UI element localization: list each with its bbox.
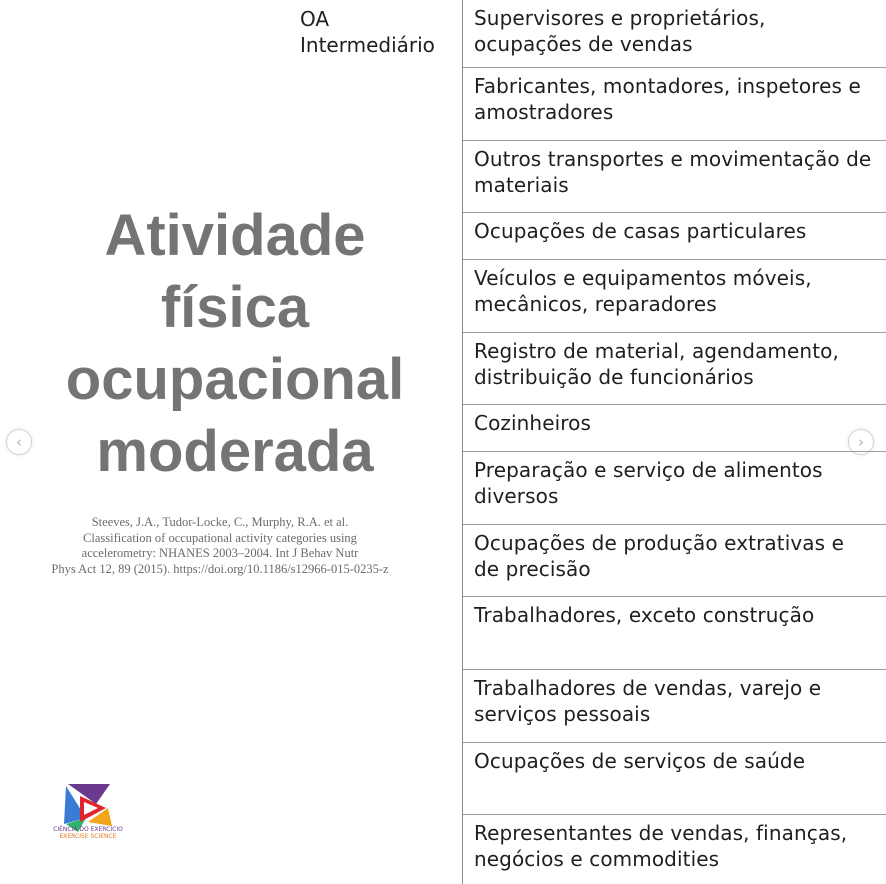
row-label-line: amostradores — [474, 100, 614, 124]
table-row — [463, 333, 886, 405]
row-label-line: de precisão — [474, 557, 591, 581]
title-line: moderada — [96, 419, 374, 484]
citation — [20, 515, 420, 577]
oa-label-line: OA — [300, 7, 330, 31]
row-label-line: negócios e commodities — [474, 847, 720, 871]
citation-line: Classification of occupational activity categories using — [83, 530, 357, 545]
oa-category-label — [300, 6, 435, 58]
row-label-line: Ocupações de casas particulares — [474, 219, 807, 243]
row-label-line: ocupações de vendas — [474, 32, 693, 56]
table-row — [463, 0, 886, 68]
title-line: ocupacional — [65, 347, 405, 412]
row-label-line: serviços pessoais — [474, 702, 651, 726]
row-label-line: diversos — [474, 484, 559, 508]
row-label-line: Trabalhadores de vendas, varejo e — [474, 676, 822, 700]
row-label-line: mecânicos, reparadores — [474, 292, 717, 316]
row-label-line: Trabalhadores, exceto construção — [474, 603, 815, 627]
previous-slide-button[interactable] — [6, 429, 32, 455]
table-row — [463, 141, 886, 213]
chevron-left-icon: ‹ — [16, 432, 22, 451]
oa-label-line: Intermediário — [300, 33, 435, 57]
row-label-line: distribuição de funcionários — [474, 365, 754, 389]
row-label-line: Ocupações de produção extrativas e — [474, 531, 845, 555]
logo-text-line: EXERCISE SCIENCE — [59, 833, 117, 840]
row-label-line: Fabricantes, montadores, inspetores e — [474, 74, 861, 98]
row-label-line: Outros transportes e movimentação de — [474, 147, 872, 171]
citation-line: accelerometry: NHANES 2003–2004. Int J Behav Nutr — [81, 546, 359, 560]
table-row — [463, 815, 886, 884]
table-row — [463, 597, 886, 670]
table-row — [463, 213, 886, 260]
title-line: física — [160, 275, 310, 340]
table-row — [463, 743, 886, 815]
logo-text-line: CIÊNCIA DO EXERCÍCIO — [53, 826, 123, 833]
table-row — [463, 525, 886, 597]
row-label-line: materiais — [474, 173, 569, 197]
occupation-table — [462, 0, 886, 884]
table-row — [463, 452, 886, 525]
chevron-right-icon: › — [858, 432, 864, 451]
row-label-line: Ocupações de serviços de saúde — [474, 749, 806, 773]
row-label-line: Representantes de vendas, finanças, — [474, 821, 848, 845]
table-row — [463, 68, 886, 141]
title-line: Atividade — [104, 203, 366, 268]
row-label-line: Registro de material, agendamento, — [474, 339, 839, 363]
row-label-line: Supervisores e proprietários, — [474, 6, 766, 30]
row-label-line: Veículos e equipamentos móveis, — [474, 266, 812, 290]
citation-line: Phys Act 12, 89 (2015). https://doi.org/10.1186/s12966-015-0235-z — [51, 561, 389, 576]
table-row — [463, 405, 886, 452]
row-label-line: Preparação e serviço de alimentos — [474, 458, 823, 482]
page-title — [30, 200, 440, 488]
logo-wordmark — [52, 826, 124, 840]
citation-line: Steeves, J.A., Tudor-Locke, C., Murphy, R.A. et al. — [91, 515, 349, 529]
table-row — [463, 670, 886, 743]
table-row — [463, 260, 886, 333]
row-label-line: Cozinheiros — [474, 411, 592, 435]
